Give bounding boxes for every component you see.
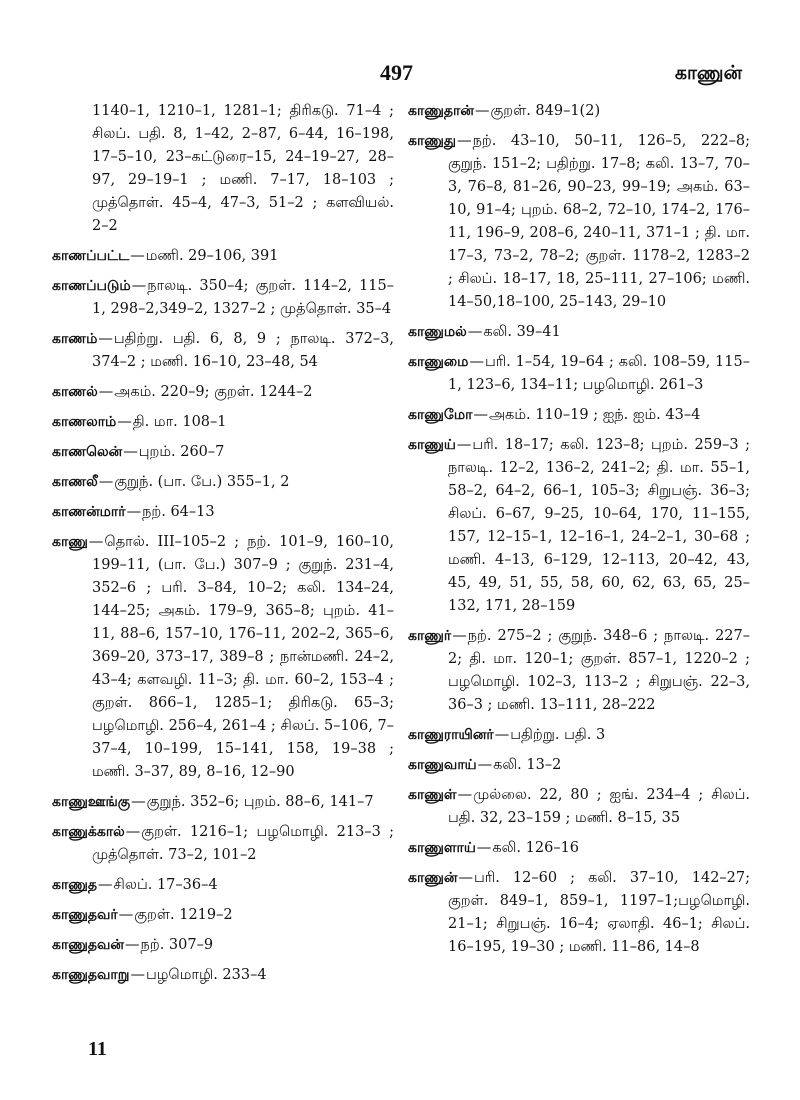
entry-references: மணி. 29–106, 391 [145,248,279,264]
index-entry [52,874,394,897]
entry-headword: காணலீ [52,474,98,490]
entry-references: குறள். 1219–2 [134,907,233,923]
entry-dash: — [467,324,483,340]
entry-headword: காணுதவன் [52,937,125,953]
index-entry [408,837,750,860]
signature-mark: 11 [88,1038,107,1060]
entry-dash: — [98,384,114,400]
entry-headword: காணல் [52,384,98,400]
page-number: 497 [380,60,413,85]
entry-dash: — [131,794,146,810]
entry-headword: காணப்பட்ட [52,248,130,264]
entry-dash: — [98,331,113,347]
entry-references: பதிற்று. பதி. 3 [510,727,606,743]
entry-headword: காணம் [52,331,98,347]
entry-dash: — [130,248,145,264]
index-entry [408,784,750,830]
entry-headword: காணலாம் [52,414,117,430]
entry-headword: காணன்மார் [52,504,126,520]
entry-dash: — [130,967,145,983]
entry-references: நற். 275–2 ; குறுந். 348–6 ; நாலடி. 227–2; தி. மா. 120–1; குறள். 857–1, 1220–2 ; பழமொழி. 102–3, 113–2 ; சிறுபஞ். 22–3, 36–3 ; மணி. 13–111, 28–222 [448,628,750,713]
entry-dash: — [473,407,488,423]
entry-dash: — [452,628,467,644]
entry-headword: காணலென் [52,444,123,460]
index-entry [52,275,394,321]
index-entry [408,321,750,344]
entry-references: கலி. 126–16 [492,840,580,856]
entry-dash: — [88,534,104,550]
entry-references: சிலப். 17–36–4 [113,877,218,893]
entry-references: தொல். III–105–2 ; நற். 101–9, 160–10, 199–11, (பா. பே.) 307–9 ; குறுந். 231–4, 352–6 ; பரி. 3–84, 10–2; கலி. 134–24, 144–25; அகம். 179–9, 365–8; புறம். 41–11, 88–6, 157–10, 176–11, 202–2, 365–6, 369–20, 373–17, 389–8 ; நான்மணி. 24–2, 43–4; களவழி. 11–3; தி. மா. 60–2, 153–4 ; குறள். 866–1, 1285–1; திரிகடு. 65–3; பழமொழி. 256–4, 261–4 ; சிலப். 5–106, 7–37–4, 10–199, 15–141, 158, 19–38 ; மணி. 3–37, 89, 8–16, 12–90 [92,534,394,780]
index-entry [408,754,750,777]
entry-headword: காணுளாய் [408,840,476,856]
index-entry [52,471,394,494]
entry-references: கலி. 13–2 [493,757,562,773]
entry-dash: — [98,474,114,490]
page-header [0,60,800,88]
index-entry [408,100,750,123]
entry-headword: காணுன் [408,870,458,886]
entry-dash: — [126,504,142,520]
entry-dash: — [469,354,484,370]
entry-dash: — [125,824,141,840]
index-entry [408,724,750,747]
entry-dash: — [458,870,473,886]
index-entry [408,434,750,618]
entry-headword: காணுது [408,133,457,149]
entry-dash: — [477,757,493,773]
index-entry [52,904,394,927]
entry-dash: — [125,937,140,953]
index-entry [52,501,394,524]
index-entry [52,328,394,374]
entry-dash: — [131,278,147,294]
index-entry [408,351,750,397]
entry-headword: காணுய் [408,437,456,453]
right-column [408,100,750,966]
index-entry [408,625,750,717]
entry-headword: காணுதவர் [52,907,118,923]
entry-headword: காணப்படும் [52,278,131,294]
entry-references: பழமொழி. 233–4 [145,967,267,983]
index-entry [52,100,394,238]
entry-dash: — [474,103,490,119]
index-entry [408,867,750,959]
index-entry [52,934,394,957]
index-entry [52,441,394,464]
index-entry [52,821,394,867]
entry-references: தி. மா. 108–1 [132,414,227,430]
entry-references: நற். 307–9 [140,937,214,953]
entry-headword: காணுள் [408,787,457,803]
index-entry [52,964,394,987]
entry-dash: — [476,840,492,856]
entry-headword: காணு [52,534,88,550]
entry-references: நாலடி. 350–4; குறள். 114–2, 115–1, 298–2,349–2, 1327–2 ; முத்தொள். 35–4 [92,278,394,317]
entry-dash: — [117,414,132,430]
entry-references: பதிற்று. பதி. 6, 8, 9 ; நாலடி. 372–3, 374–2 ; மணி. 16–10, 23–48, 54 [92,331,394,370]
entry-references: குறள். 849–1(2) [490,103,601,119]
index-entry [52,791,394,814]
entry-dash: — [457,787,473,803]
index-entry [52,245,394,268]
entry-dash: — [98,877,113,893]
entry-references: அகம். 220–9; குறள். 1244–2 [114,384,313,400]
entry-headword: காணுமோ [408,407,473,423]
index-entry [52,381,394,404]
entry-references: குறுந். 352–6; புறம். 88–6, 141–7 [146,794,374,810]
entry-headword: காணுக்கால் [52,824,125,840]
entry-headword: காணுஊங்கு [52,794,131,810]
index-entry [408,130,750,314]
entry-dash: — [457,133,472,149]
entry-references: குறள். 1216–1; பழமொழி. 213–3 ; முத்தொள். 73–2, 101–2 [92,824,394,863]
entry-references: 1140–1, 1210–1, 1281–1; திரிகடு. 71–4 ; சிலப். பதி. 8, 1–42, 2–87, 6–44, 16–198, 17–5–10, 23–கட்டுரை–15, 24–19–27, 28–97, 29–19–1 ; மணி. 7–17, 18–103 ; முத்தொள். 45–4, 47–3, 51–2 ; களவியல். 2–2 [92,103,394,234]
entry-references: நற். 64–13 [142,504,215,520]
entry-headword: காணுராயினர் [408,727,494,743]
entry-references: குறுந். (பா. பே.) 355–1, 2 [114,474,290,490]
entry-headword: காணுவாய் [408,757,477,773]
entry-dash: — [123,444,138,460]
entry-references: பரி. 12–60 ; கலி. 37–10, 142–27; குறள். 849–1, 859–1, 1197–1;பழமொழி. 21–1; சிறுபஞ். 16–4; ஏலாதி. 46–1; சிலப். 16–195, 19–30 ; மணி. 11–86, 14–8 [448,870,750,955]
entry-references: பரி. 1–54, 19–64 ; கலி. 108–59, 115–1, 123–6, 134–11; பழமொழி. 261–3 [448,354,750,393]
index-entry [52,531,394,784]
entry-references: முல்லை. 22, 80 ; ஐங். 234–4 ; சிலப். பதி. 32, 23–159 ; மணி. 8–15, 35 [448,787,750,826]
index-entry [52,411,394,434]
entry-references: அகம். 110–19 ; ஐந். ஐம். 43–4 [488,407,701,423]
entry-references: பரி. 18–17; கலி. 123–8; புறம். 259–3 ; நாலடி. 12–2, 136–2, 241–2; தி. மா. 55–1, 58–2, 64–2, 66–1, 105–3; சிறுபஞ். 36–3; சிலப். 6–67, 9–25, 10–64, 170, 11–155, 157, 12–15–1, 12–16–1, 24–2–1, 30–68 ; மணி. 4–13, 6–129, 12–113, 20–42, 43, 45, 49, 51, 55, 58, 60, 62, 63, 65, 25–132, 171, 28–159 [448,437,750,614]
left-column [52,100,394,994]
entry-references: கலி. 39–41 [483,324,561,340]
entry-references: புறம். 260–7 [138,444,225,460]
entry-dash: — [494,727,510,743]
entry-dash: — [118,907,134,923]
entry-headword: காணுத [52,877,98,893]
entry-headword: காணுர் [408,628,452,644]
entry-headword: காணுதவாறு [52,967,130,983]
entry-headword: காணுதான் [408,103,474,119]
entry-headword: காணுமை [408,354,469,370]
entry-dash: — [456,437,472,453]
index-entry [408,404,750,427]
entry-headword: காணுமல் [408,324,467,340]
running-head: காணுன் [674,62,742,84]
entry-references: நற். 43–10, 50–11, 126–5, 222–8; குறுந். 151–2; பதிற்று. 17–8; கலி. 13–7, 70–3, 76–8, 81–26, 90–23, 99–19; அகம். 63–10, 91–4; புறம். 68–2, 72–10, 174–2, 176–11, 196–9, 208–6, 240–11, 371–1 ; தி. மா. 17–3, 73–2, 78–2; குறள். 1178–2, 1283–2 ; சிலப். 18–17, 18, 25–111, 27–106; மணி. 14–50,18–100, 25–143, 29–10 [448,133,750,310]
